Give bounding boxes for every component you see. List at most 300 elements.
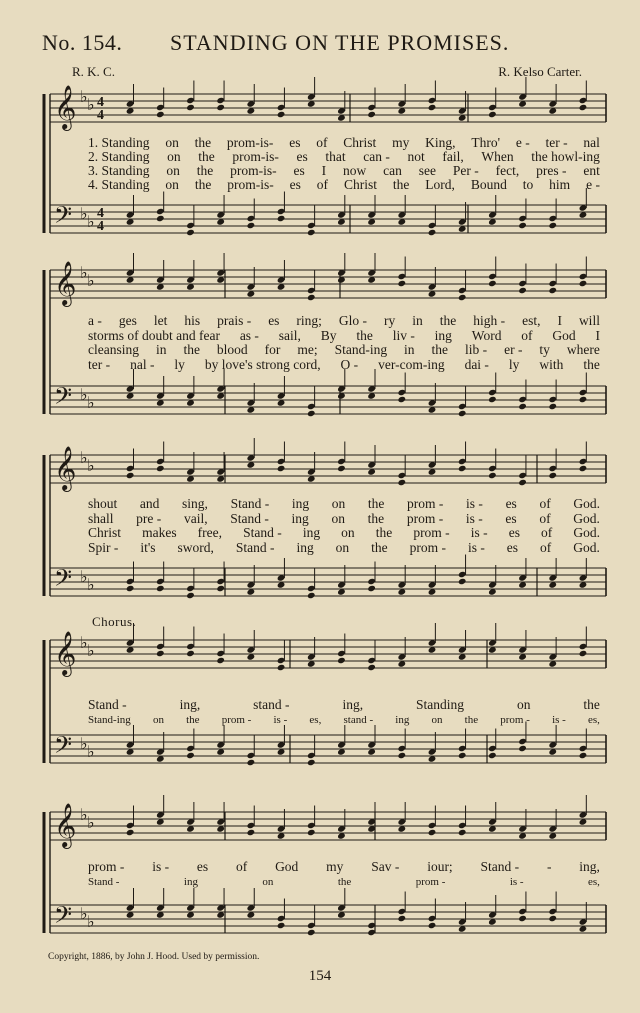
lyric-syllable: es [296, 149, 308, 164]
lyric-syllable: prom - [406, 511, 444, 526]
lyric-syllable: in [155, 342, 167, 357]
lyric-syllable: the [183, 342, 200, 357]
lyric-syllable: sing, [182, 496, 208, 511]
time-signature: 4 [97, 108, 104, 123]
note-head [428, 229, 437, 236]
lyric-syllable: is - [273, 714, 288, 726]
lyric-syllable: on [341, 525, 355, 540]
note-head [307, 229, 316, 236]
note-head [337, 657, 346, 664]
lyric-syllable: God [552, 328, 576, 343]
lyric-syllable: 3. Standing [88, 163, 150, 178]
note-head [398, 752, 407, 759]
note-head [216, 657, 225, 664]
lyric-syllable: Stand - [88, 697, 127, 712]
lyric-syllable: pres - [536, 163, 567, 178]
note-head [579, 104, 588, 111]
lyric-syllable: my [326, 859, 344, 874]
flat-icon: ♭ [80, 448, 88, 467]
treble-clef-icon: 𝄞 [54, 446, 77, 490]
note-head [156, 111, 165, 118]
lyric-syllable: King, [425, 135, 456, 150]
lyric-syllable: me; [297, 342, 318, 357]
lyric-syllable: I [557, 313, 562, 328]
hymn-title: STANDING ON THE PROMISES. [170, 30, 510, 55]
lyric-syllable: the [392, 177, 410, 192]
lyric-syllable: Stand - [235, 540, 275, 555]
flat-icon: ♭ [87, 813, 95, 832]
lyric-syllable: ing [291, 496, 310, 511]
lyric-syllable: see [418, 163, 436, 178]
lyric-syllable: is - [466, 496, 483, 511]
flat-icon: ♭ [80, 633, 88, 652]
lyric-syllable: stand - [343, 714, 374, 726]
note-head [216, 585, 225, 592]
note-head [518, 403, 527, 410]
lyric-syllable: on [335, 540, 350, 555]
note-head [458, 294, 467, 301]
lyric-syllable: ing [302, 525, 321, 540]
lyric-syllable: prom-is- [226, 135, 274, 150]
lyric-syllable: God [275, 859, 299, 874]
lyric-syllable: is - [509, 876, 524, 888]
lyric-syllable: on [331, 496, 346, 511]
flat-icon: ♭ [87, 742, 95, 761]
lyric-syllable: on [431, 714, 443, 726]
note-head [398, 280, 407, 287]
lyric-syllable: prais - [217, 313, 252, 328]
note-head [367, 585, 376, 592]
lyric-syllable: dai - [464, 357, 489, 372]
lyric-syllable: nal - [130, 357, 155, 372]
lyric-syllable: on [516, 697, 531, 712]
note-head [398, 915, 407, 922]
lyric-syllable: not [407, 149, 425, 164]
note-head [156, 465, 165, 472]
copyright-notice: Copyright, 1886, by John J. Hood. Used by permission. [48, 952, 260, 962]
lyric-syllable: to [522, 177, 534, 192]
lyric-syllable: prom - [221, 714, 252, 726]
lyric-syllable: e - [586, 177, 600, 192]
lyric-syllable: 4. Standing [88, 177, 150, 192]
flat-icon: ♭ [87, 912, 95, 931]
lyric-syllable: es [289, 135, 301, 150]
lyric-syllable: it's [140, 540, 156, 555]
note-head [579, 752, 588, 759]
lyric-line [88, 496, 600, 512]
flat-icon: ♭ [80, 204, 88, 223]
note-head [458, 829, 467, 836]
lyric-syllable: in [404, 342, 415, 357]
lyric-syllable: Lord, [425, 177, 455, 192]
lyric-syllable: God. [573, 540, 600, 555]
note-head [579, 396, 588, 403]
bass-clef-icon: 𝄢 [54, 731, 73, 764]
lyric-syllable: er - [504, 342, 523, 357]
lyric-syllable: of [316, 177, 329, 192]
note-head [458, 465, 467, 472]
lyric-syllable: is - [467, 540, 485, 555]
note-head [186, 650, 195, 657]
flat-icon: ♭ [87, 95, 95, 114]
lyric-syllable: O - [340, 357, 359, 372]
flat-icon: ♭ [80, 904, 88, 923]
lyric-syllable: the [337, 876, 352, 888]
lyric-syllable: es, [587, 714, 600, 726]
note-head [186, 752, 195, 759]
lyric-syllable: By [320, 328, 337, 343]
lyric-syllable: es [289, 177, 301, 192]
lyric-syllable: 2. Standing [88, 149, 150, 164]
note-head [488, 752, 497, 759]
lyric-syllable: the [194, 135, 212, 150]
lyric-syllable: of [521, 328, 533, 343]
lyric-syllable: es, [309, 714, 322, 726]
lyric-syllable: pre - [136, 511, 162, 526]
lyric-syllable: his [184, 313, 201, 328]
lyric-syllable: can [383, 163, 402, 178]
lyric-syllable: es [505, 511, 517, 526]
lyric-syllable: the [583, 357, 600, 372]
lyric-syllable: as - [239, 328, 259, 343]
lyric-syllable: on [152, 714, 164, 726]
lyric-syllable: and [139, 496, 160, 511]
lyric-syllable: es, [588, 876, 600, 888]
note-head [458, 578, 467, 585]
lyric-line [88, 540, 600, 556]
lyric-syllable: Word [471, 328, 502, 343]
lyric-syllable: ing [183, 876, 198, 888]
lyric-line [88, 177, 600, 193]
lyric-syllable: Sav - [371, 859, 400, 874]
lyric-syllable: Stand - [230, 496, 270, 511]
lyric-syllable: can - [363, 149, 390, 164]
composer-initials: R. K. C. [72, 64, 115, 79]
lyric-syllable: high - [473, 313, 506, 328]
lyric-syllable: the [583, 697, 600, 712]
lyric-syllable: shout [88, 496, 118, 511]
lyric-line [88, 714, 600, 726]
hymn-number: No. 154. [42, 30, 123, 55]
treble-staff [50, 640, 606, 668]
note-head [488, 280, 497, 287]
lyric-syllable: will [578, 313, 600, 328]
note-head [579, 280, 588, 287]
flat-icon: ♭ [87, 212, 95, 231]
lyric-syllable: the [375, 525, 393, 540]
note-head [307, 592, 316, 599]
lyric-syllable: ent [583, 163, 600, 178]
note-head [458, 752, 467, 759]
lyric-syllable: nal [583, 135, 600, 150]
note-head [126, 829, 135, 836]
lyric-syllable: of [235, 859, 248, 874]
lyric-syllable: Stand-ing [88, 714, 131, 726]
lyric-syllable: free, [197, 525, 223, 540]
lyric-syllable: es [268, 313, 280, 328]
note-head [247, 759, 256, 766]
lyric-syllable: in [412, 313, 423, 328]
treble-clef-icon: 𝄞 [54, 631, 77, 675]
lyric-syllable: Thro' [471, 135, 501, 150]
lyric-syllable: Stand - [243, 525, 282, 540]
treble-clef-icon: 𝄞 [54, 261, 77, 305]
note-head [307, 410, 316, 417]
lyric-syllable: I [321, 163, 327, 178]
note-head [398, 396, 407, 403]
lyric-syllable: sword, [177, 540, 214, 555]
note-head [186, 592, 195, 599]
lyric-syllable: ly [508, 357, 520, 372]
note-head [428, 922, 437, 929]
flat-icon: ♭ [80, 263, 88, 282]
lyric-syllable: storms of doubt and fear [88, 328, 220, 343]
lyric-syllable: God. [573, 496, 600, 511]
lyric-syllable: When [481, 149, 514, 164]
lyric-syllable: prom-is- [230, 163, 277, 178]
lyric-syllable: God. [573, 525, 600, 540]
treble-clef-icon: 𝄞 [54, 803, 77, 847]
lyric-syllable: cleansing [88, 342, 139, 357]
lyric-syllable: ring; [296, 313, 322, 328]
lyric-syllable: the [439, 313, 457, 328]
lyric-syllable: lib - [465, 342, 488, 357]
chorus-label: Chorus. [92, 614, 137, 629]
note-head [277, 111, 286, 118]
lyric-syllable: the [196, 163, 214, 178]
lyric-syllable: a - [88, 313, 102, 328]
lyric-syllable: es [196, 859, 209, 874]
note-head [367, 664, 376, 671]
lyric-syllable: Per - [452, 163, 479, 178]
lyric-syllable: fect, [495, 163, 520, 178]
lyric-syllable: ter - [545, 135, 568, 150]
note-head [367, 111, 376, 118]
lyric-syllable: vail, [183, 511, 208, 526]
note-head [277, 664, 286, 671]
lyric-syllable: is - [470, 525, 488, 540]
lyric-syllable: fail, [442, 149, 464, 164]
note-head [126, 472, 135, 479]
lyric-syllable: of [541, 525, 553, 540]
note-head [518, 479, 527, 486]
bass-clef-icon: 𝄢 [54, 382, 73, 415]
lyric-syllable: the [464, 714, 479, 726]
note-head [337, 465, 346, 472]
flat-icon: ♭ [80, 734, 88, 753]
lyric-syllable: prom-is- [227, 177, 274, 192]
flat-icon: ♭ [87, 393, 95, 412]
lyric-syllable: Bound [470, 177, 507, 192]
lyric-syllable: on [165, 177, 179, 192]
note-head [126, 585, 135, 592]
lyric-syllable: ry [384, 313, 396, 328]
note-head [186, 104, 195, 111]
lyric-syllable: I [595, 328, 600, 343]
note-head [428, 829, 437, 836]
lyric-syllable: ing, [179, 697, 201, 712]
lyric-syllable: the [356, 328, 373, 343]
lyric-syllable: Standing [416, 697, 465, 712]
lyric-syllable: est, [522, 313, 541, 328]
lyric-syllable: the [194, 177, 212, 192]
lyric-syllable: es [505, 496, 517, 511]
lyric-syllable: ing, [342, 697, 364, 712]
lyric-syllable: prom - [407, 496, 444, 511]
time-signature: 4 [97, 206, 104, 221]
lyric-syllable: blood [216, 342, 248, 357]
lyric-syllable: now [343, 163, 367, 178]
lyric-line [88, 859, 600, 875]
note-head [488, 472, 497, 479]
lyric-syllable: my [392, 135, 410, 150]
note-head [488, 111, 497, 118]
lyric-syllable: 1. Standing [88, 135, 150, 150]
note-head [277, 922, 286, 929]
lyric-syllable: - [546, 859, 552, 874]
lyric-syllable: ing [395, 714, 410, 726]
lyric-syllable: iour; [427, 859, 453, 874]
flat-icon: ♭ [87, 641, 95, 660]
lyric-syllable: ly [174, 357, 185, 372]
lyric-syllable: es [293, 163, 305, 178]
time-signature: 4 [97, 219, 104, 234]
flat-icon: ♭ [80, 87, 88, 106]
lyric-syllable: let [153, 313, 168, 328]
bass-clef-icon: 𝄢 [54, 901, 73, 934]
lyric-syllable: Stand - [88, 876, 120, 888]
lyric-syllable: of [316, 135, 328, 150]
lyric-syllable: by love's strong cord, [204, 357, 321, 372]
note-head [277, 215, 286, 222]
note-head [579, 650, 588, 657]
lyric-syllable: Spir - [88, 540, 119, 555]
lyric-line [88, 357, 600, 373]
flat-icon: ♭ [80, 385, 88, 404]
lyric-syllable: is - [465, 511, 483, 526]
lyric-syllable: God. [573, 511, 600, 526]
lyric-syllable: Stand - [230, 511, 269, 526]
note-head [307, 294, 316, 301]
note-head [156, 215, 165, 222]
lyric-syllable: Christ [88, 525, 122, 540]
lyric-syllable: on [165, 135, 179, 150]
bass-clef-icon: 𝄢 [54, 564, 73, 597]
lyric-syllable: the [198, 149, 215, 164]
note-head [518, 222, 527, 229]
note-head [307, 759, 316, 766]
lyric-syllable: ver-com-ing [378, 357, 445, 372]
lyric-syllable: Christ [343, 177, 377, 192]
lyric-line [88, 313, 600, 329]
lyric-line [88, 525, 600, 541]
note-head [548, 915, 557, 922]
lyric-syllable: ing [434, 328, 452, 343]
composer-name: R. Kelso Carter. [498, 64, 582, 79]
lyric-syllable: es [506, 540, 519, 555]
lyric-line [88, 342, 600, 358]
lyric-syllable: ing [296, 540, 314, 555]
lyric-syllable: for [264, 342, 281, 357]
note-head [307, 929, 316, 936]
lyric-syllable: is - [552, 714, 566, 726]
lyric-syllable: of [540, 540, 552, 555]
lyric-syllable: with [539, 357, 564, 372]
lyric-syllable: sail, [278, 328, 301, 343]
lyric-syllable: Stand - [480, 859, 520, 874]
note-head [518, 915, 527, 922]
lyric-syllable: ty [539, 342, 550, 357]
bass-clef-icon: 𝄢 [54, 201, 73, 234]
note-head [247, 222, 256, 229]
lyric-syllable: him [549, 177, 571, 192]
lyric-syllable: on [331, 511, 345, 526]
note-head [277, 465, 286, 472]
lyric-syllable: the [431, 342, 449, 357]
lyric-syllable: is - [152, 859, 170, 874]
lyric-syllable: es [508, 525, 520, 540]
lyric-syllable: Stand-ing [334, 342, 388, 357]
lyric-syllable: of [539, 496, 551, 511]
lyric-syllable: makes [142, 525, 177, 540]
lyric-syllable: shall [88, 511, 114, 526]
lyric-syllable: on [167, 149, 181, 164]
lyric-syllable: on [166, 163, 180, 178]
lyric-syllable: e - [515, 135, 530, 150]
lyric-syllable: the [367, 511, 385, 526]
lyric-syllable: stand - [253, 697, 290, 712]
treble-clef-icon: 𝄞 [54, 85, 77, 129]
page-number: 154 [308, 968, 332, 984]
lyric-syllable: prom - [413, 525, 450, 540]
lyric-syllable: the [186, 714, 200, 726]
lyric-syllable: prom - [500, 714, 530, 726]
note-head [579, 465, 588, 472]
lyric-syllable: liv - [392, 328, 415, 343]
lyric-syllable: prom - [409, 540, 446, 555]
lyric-syllable: the [371, 540, 388, 555]
time-signature: 4 [97, 95, 104, 110]
note-head [548, 222, 557, 229]
lyric-syllable: prom - [88, 859, 125, 874]
lyric-syllable: on [262, 876, 274, 888]
flat-icon: ♭ [87, 575, 95, 594]
note-head [216, 104, 225, 111]
lyric-syllable: ges [118, 313, 137, 328]
note-head [548, 287, 557, 294]
note-head [307, 829, 316, 836]
note-head [186, 229, 195, 236]
lyric-syllable: of [539, 511, 551, 526]
lyric-syllable: prom-is- [232, 149, 279, 164]
lyric-syllable: ing, [579, 859, 600, 874]
note-head [428, 104, 437, 111]
flat-icon: ♭ [87, 456, 95, 475]
lyric-syllable: the [367, 496, 385, 511]
flat-icon: ♭ [80, 805, 88, 824]
lyric-line [88, 697, 600, 713]
note-head [156, 650, 165, 657]
note-head [518, 745, 527, 752]
note-head [398, 479, 407, 486]
lyric-syllable: ing [291, 511, 309, 526]
lyric-syllable: where [566, 342, 600, 357]
note-head [156, 585, 165, 592]
flat-icon: ♭ [80, 567, 88, 586]
note-head [247, 829, 256, 836]
lyric-syllable: prom - [415, 876, 446, 888]
note-head [548, 472, 557, 479]
